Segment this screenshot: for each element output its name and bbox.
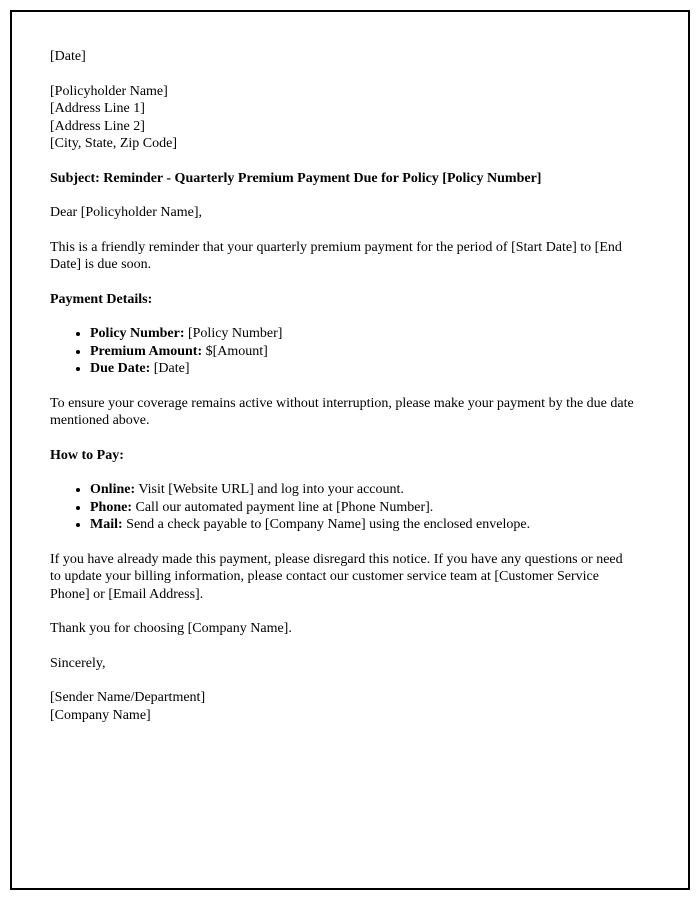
payment-method-value: Send a check payable to [Company Name] using the enclosed envelope. — [122, 517, 531, 532]
subject-line: Subject: Reminder - Quarterly Premium Payment Due for Policy [Policy Number] — [50, 170, 542, 186]
payment-method-value: Visit [Website URL] and log into your account. — [135, 482, 404, 497]
list-item — [90, 360, 636, 378]
payment-detail-value: $[Amount] — [202, 343, 268, 359]
payment-detail-value: [Policy Number] — [184, 326, 283, 341]
recipient-city-state-zip: [City, State, Zip Code] — [50, 136, 178, 151]
signature-sender: [Sender Name/Department] — [50, 690, 206, 705]
intro-paragraph: This is a friendly reminder that your quarterly premium payment for the period of [Start Date] to [End Date] is due soon. — [50, 239, 622, 272]
list-item — [90, 343, 636, 361]
recipient-address-line2: [Address Line 2] — [50, 118, 145, 134]
list-item — [90, 325, 636, 343]
payment-detail-label: Due Date: — [90, 361, 151, 376]
letter-content — [12, 12, 688, 764]
coverage-note-paragraph: To ensure your coverage remains active without interruption, please make your payment by the due date mentioned above. — [50, 395, 634, 428]
payment-method-value: Call our automated payment line at [Phone Number]. — [132, 499, 434, 515]
list-item — [90, 516, 636, 534]
payment-details-list — [50, 325, 636, 378]
list-item — [90, 499, 636, 517]
closing: Sincerely, — [50, 655, 106, 671]
thanks-paragraph: Thank you for choosing [Company Name]. — [50, 621, 292, 636]
letter-date: [Date] — [50, 49, 86, 64]
disregard-note-paragraph: If you have already made this payment, please disregard this notice. If you have any questions or need to update your billing information, please contact our customer service team at [Customer Service Phone] or [Email Address]. — [50, 551, 623, 602]
recipient-name: [Policyholder Name] — [50, 83, 168, 99]
payment-detail-label: Premium Amount: — [90, 343, 203, 359]
salutation: Dear [Policyholder Name], — [50, 205, 202, 220]
how-to-pay-heading: How to Pay: — [50, 447, 124, 463]
payment-method-label: Phone: — [90, 499, 132, 515]
signature-company: [Company Name] — [50, 707, 151, 723]
payment-method-label: Mail: — [90, 517, 123, 532]
recipient-address-line1: [Address Line 1] — [50, 101, 145, 116]
letter-page — [10, 10, 690, 890]
list-item — [90, 481, 636, 499]
payment-detail-value: [Date] — [150, 361, 190, 376]
recipient-address-block — [50, 83, 636, 153]
payment-detail-label: Policy Number: — [90, 326, 185, 341]
payment-details-heading: Payment Details: — [50, 291, 153, 307]
payment-method-label: Online: — [90, 482, 136, 497]
signature-block — [50, 689, 636, 724]
payment-methods-list — [50, 481, 636, 534]
